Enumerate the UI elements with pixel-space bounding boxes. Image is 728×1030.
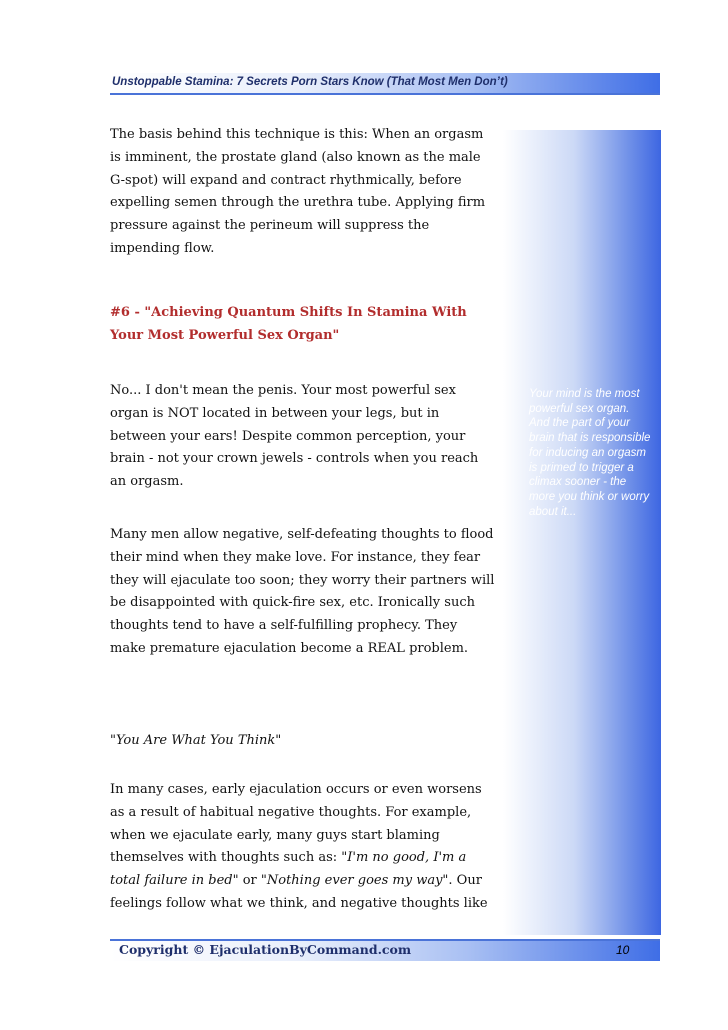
page-number: 10 [616,943,630,957]
paragraph-4 [110,779,495,916]
subheading: "You Are What You Think" [110,733,282,748]
paragraph-4-text-a: In many cases, early ejaculation occurs or even worsens as a result of habitual negative thoughts. For example, when we ejaculate early, many guys start blaming themselves with thoughts such as: [110,782,482,866]
sidebar-note: Your mind is the most powerful sex organ. And the part of your brain that is responsible for inducing an orgasm is primed to trigger a climax sooner - the more you think or worry about it... [529,388,651,518]
paragraph-2: No... I don't mean the penis. Your most powerful sex organ is NOT located in between your legs, but in between your ears! Despite common perception, your brain - not your crown jewels - controls when you reach an orgasm. [110,383,479,490]
paragraph-3: Many men allow negative, self-defeating thoughts to flood their mind when they make love. For instance, they fear they will ejaculate too soon; they worry their partners will be disappointed with quick-fire sex, etc. Ironically such thoughts tend to have a self-fulfilling prophecy. They make premature ejaculation become a REAL problem. [110,527,495,656]
paragraph-1: The basis behind this technique is this: When an orgasm is imminent, the prostate gland (also known as the male G-spot) will expand and contract rhythmically, before expelling semen through the urethra tube. Applying firm pressure against the perineum will suppress the impending flow. [110,127,486,256]
paragraph-4-text-b: . Our feelings follow what we think, and negative thoughts like [110,873,488,911]
section-heading: #6 - "Achieving Quantum Shifts In Stamina With Your Most Powerful Sex Organ" [110,305,467,343]
paragraph-4-or: or [238,873,261,889]
footer-copyright: Copyright © EjaculationByCommand.com [119,942,412,957]
document-header-title: Unstoppable Stamina: 7 Secrets Porn Stars Know (That Most Men Don’t) [112,76,508,88]
quote-2: "Nothing ever goes my way" [260,873,449,889]
sidebar-panel [503,130,661,935]
quote-1: "I'm no good, I'm a total failure in bed" [110,850,467,889]
